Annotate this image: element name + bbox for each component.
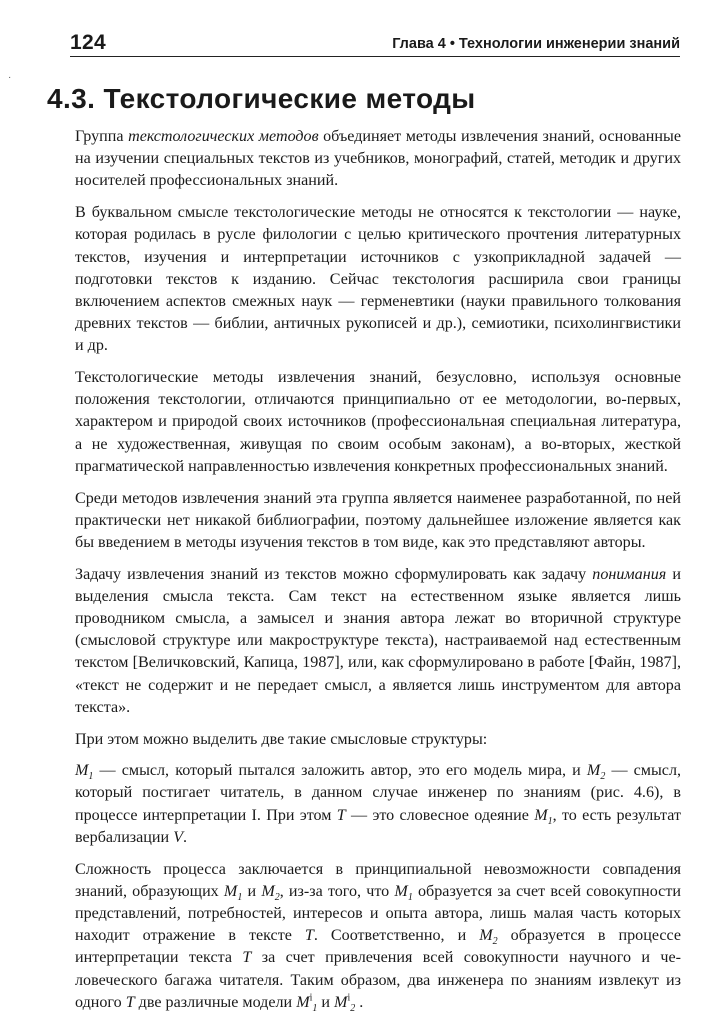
chapter-label: Глава 4 xyxy=(392,36,446,52)
bullet-separator: • xyxy=(449,36,455,52)
section-title: 4.3. Текстологические методы xyxy=(47,83,476,114)
paragraph-8: Сложность процесса заключается в принципиальной невозможности совпадения знаний, образующих $M_1$ и $M_2$, из-за того, что $M_1$ образуется за счет всей совокупности представлений, потребностей, интересов и опыта автора, лишь малая часть которых находит отражение в тексте T. Соответственно, и $M_2$ образуется в процессе интерпретации текста T за счет привлечения всей совокупности научного и человеческого багажа читателя. Таким образом, два инженера по знаниям извлекут из одного T две различные модели $M^i_1$ и $M^i_2$ . xyxy=(75,860,682,1015)
paragraph-5: Задачу извлечения знаний из текстов можно сформулировать как задачу понимания и выделения смысла текста. Сам текст на естественном языке является лишь проводником смысла, а замысел и знания автора лежат во вторичной структуре (смысловой структуре или макроструктуре текста), настраиваемой над естественным текстом [Величковский, Капица, 1987], или, как сформулировано в работе [Файн, 1987], «текст не содержит и не передает смысл, а является лишь инструментом для автора текста». xyxy=(75,565,681,716)
margin-mark: · xyxy=(8,72,12,83)
running-head xyxy=(392,34,680,54)
paragraph-1: Группа текстологических методов объединяет методы извлечения знаний, основанные на изучении специальных текстов из учебников, монографий, статей, методик и других носителей профессиональных знаний. xyxy=(75,128,681,190)
page-number: 124 xyxy=(70,31,106,54)
paragraph-4: Среди методов извлечения знаний эта группа является наименее разработанной, по ней практически нет никакой библиографии, поэтому дальнейшее изложение является как бы введением в методы изучения текстов в том виде, как это представляют авторы. xyxy=(75,489,681,551)
body-text xyxy=(75,126,681,1024)
chapter-title: Технологии инженерии знаний xyxy=(458,36,680,52)
paragraph-2: В буквальном смысле текстологические методы не относятся к текстологии — науке, которая родилась в русле филологии с целью критического прочтения литературных текстов, изучения и интерпретации источников с узкоприкладной задачей — подготовки текстов к изданию. Сейчас текстология расширила свои границы включением аспектов смежных наук — герменевтики (науки правильного толкования древних текстов — библии, античных рукописей и др.), семиотики, психолингвистики и др. xyxy=(75,204,681,355)
paragraph-7: $M_1$ — смысл, который пытался заложить автор, это его модель мира, и $M_2$ — смысл, который постигает читатель, в данном случае инженер по знаниям (рис. 4.6), в процессе интерпретации I. При этом T — это словесное одеяние $M_1$, то есть результат вербализации V. xyxy=(75,762,681,846)
paragraph-3: Текстологические методы извлечения знаний, безусловно, используя основные положения текстологии, отличаются принципиально от ее методологии, во-первых, характером и природой своих источников (профессиональная специальная литература, а не художественная, живущая по своим особым законам), а во-вторых, жесткой прагматической направленностью извлечения конкретных профессиональных знаний. xyxy=(75,369,681,475)
running-header xyxy=(70,30,680,57)
paragraph-6: При этом можно выделить две такие смысловые структуры: xyxy=(75,730,488,748)
